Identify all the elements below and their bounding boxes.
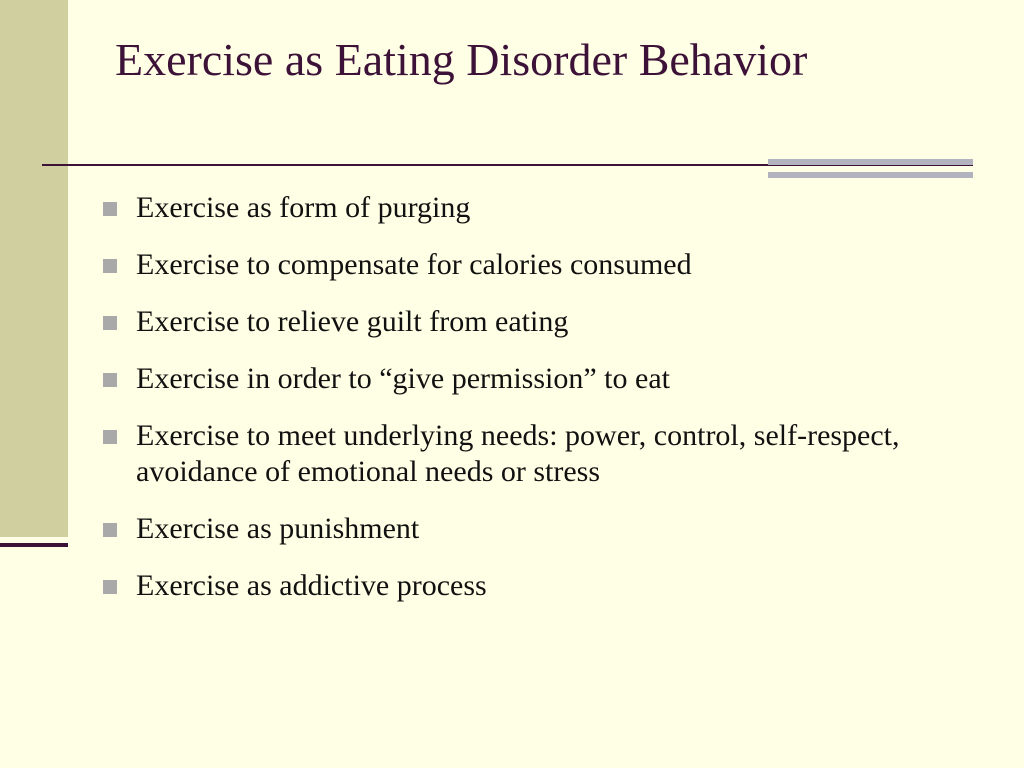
bullet-text: Exercise as punishment	[136, 512, 420, 545]
left-band-rule	[0, 543, 68, 547]
bullet-item	[100, 511, 1000, 547]
square-bullet-icon	[103, 259, 117, 273]
square-bullet-icon	[103, 430, 117, 444]
bullet-item	[100, 304, 1000, 340]
square-bullet-icon	[103, 580, 117, 594]
bullet-text: Exercise as addictive process	[136, 569, 487, 602]
accent-bar-top	[768, 159, 973, 165]
bullet-text: Exercise to meet underlying needs: power, control, self-respect, avoidance of emotional needs or stress	[136, 419, 900, 488]
bullet-item	[100, 418, 1000, 490]
square-bullet-icon	[103, 523, 117, 537]
bullet-item	[100, 247, 1000, 283]
square-bullet-icon	[103, 373, 117, 387]
bullet-text: Exercise to compensate for calories consumed	[136, 248, 692, 281]
square-bullet-icon	[103, 316, 117, 330]
bullet-item	[100, 361, 1000, 397]
left-decorative-band	[0, 0, 68, 537]
bullet-item	[100, 568, 1000, 604]
slide-title: Exercise as Eating Disorder Behavior	[115, 34, 808, 85]
bullet-item	[100, 190, 1000, 226]
square-bullet-icon	[103, 202, 117, 216]
accent-bar-bottom	[768, 172, 973, 178]
bullet-text: Exercise in order to “give permission” to eat	[136, 362, 670, 395]
bullet-text: Exercise to relieve guilt from eating	[136, 305, 569, 338]
bullet-list	[100, 190, 1000, 625]
accent-bars	[768, 159, 973, 179]
bullet-text: Exercise as form of purging	[136, 191, 471, 224]
